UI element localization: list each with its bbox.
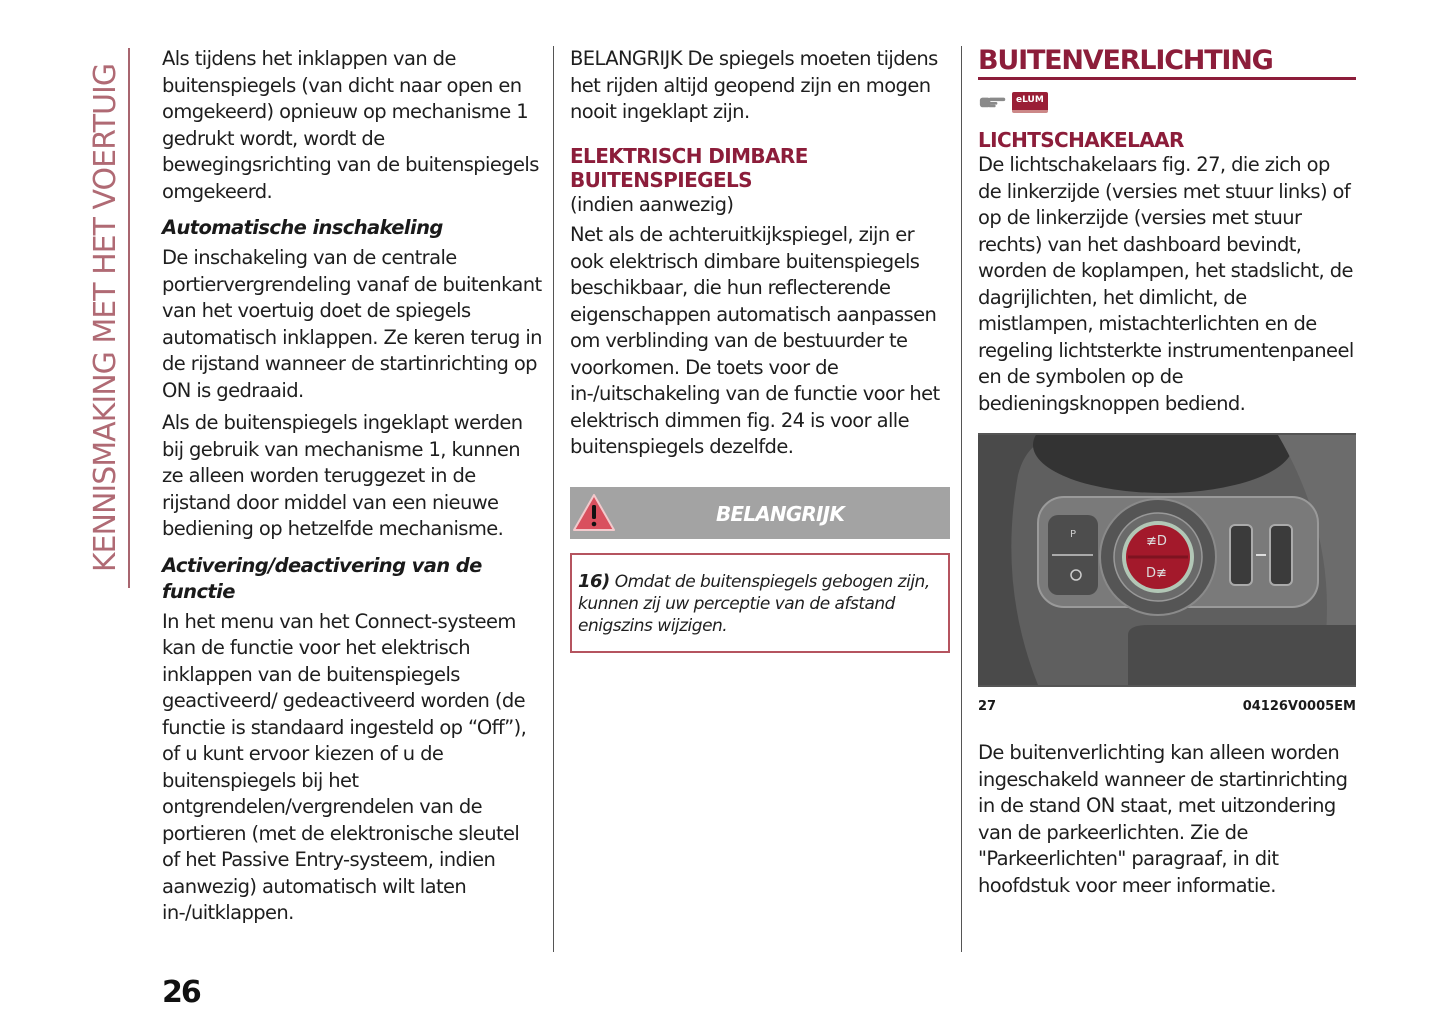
paragraph: De inschakeling van de centrale portiervergrendeling vanaf de buitenkant van het voertuig doet de spiegels automatisch inklappen. Ze keren terug in de rijstand wanneer de startinrichting op ON is gedraaid. <box>162 246 542 402</box>
column-1 <box>162 46 542 933</box>
svg-text:P: P <box>1070 529 1077 540</box>
column-divider <box>961 46 962 952</box>
chapter-title: KENNISMAKING MET HET VOERTUIG <box>88 63 123 573</box>
figure-number: 27 <box>978 699 997 714</box>
figure-light-switch-image <box>978 433 1356 687</box>
column-3 <box>978 46 1356 905</box>
note-number: 16) <box>578 570 610 592</box>
paragraph: Als de buitenspiegels ingeklapt werden bij gebruik van mechanisme 1, kunnen ze alleen worden teruggezet in de rijstand door middel van een nieuwe bediening op hetzelfde mechanisme. <box>162 411 523 540</box>
elum-book-icon: eLUM <box>1012 92 1048 113</box>
chapter-side-tab <box>84 48 130 588</box>
reference-icons <box>978 90 1356 114</box>
page-number: 26 <box>162 975 200 1010</box>
warning-note <box>570 553 950 653</box>
paragraph: BELANGRIJK De spiegels moeten tijdens het rijden altijd geopend zijn en mogen nooit ingeklapt zijn. <box>570 47 938 123</box>
paragraph: De lichtschakelaars fig. 27, die zich op de linkerzijde (versies met stuur links) of op de linkerzijde (versies met stuur rechts) van het dashboard bevindt, worden de koplampen, het stadslicht, de dagrijlichten, het dimlicht, de mistlampen, mistachterlichten en de regeling lichtsterkte instrumentenpaneel en de symbolen op de bedieningsknoppen bediend. <box>978 153 1354 415</box>
figure-code: 04126V0005EM <box>1242 699 1356 714</box>
subheading-automatic: Automatische inschakeling <box>162 216 443 239</box>
pointing-hand-icon <box>978 95 1008 109</box>
figure-caption <box>978 699 1356 714</box>
subheading-activation: Activering/deactivering van de functie <box>162 553 482 603</box>
note-text: Omdat de buitenspiegels gebogen zijn, kunnen zij uw perceptie van de afstand enigszins wijzigen. <box>578 571 930 636</box>
column-2 <box>570 46 950 653</box>
paragraph: De buitenverlichting kan alleen worden ingeschakeld wanneer de startinrichting in de stand ON staat, met uitzondering van de parkeerlichten. Zie de "Parkeerlichten" paragraaf, in dit hoofdstuk voor meer informatie. <box>978 741 1348 897</box>
section-title-buitenverlichting: BUITENVERLICHTING <box>978 46 1356 80</box>
paragraph: Net als de achteruitkijkspiegel, zijn er ook elektrisch dimbare buitenspiegels beschikbaar, die hun reflecterende eigenschappen automatisch aanpassen om verblinding van de bestuurder te voorkomen. De toets voor de in-/uitschakeling van de functie voor het elektrisch dimmen fig. 24 is voor alle buitenspiegels dezelfde. <box>570 223 940 458</box>
warning-title: BELANGRIJK <box>715 501 845 526</box>
section-heading-dimbare-spiegels: ELEKTRISCH DIMBARE BUITENSPIEGELS <box>570 143 808 192</box>
warning-banner <box>570 487 950 539</box>
svg-text:D≢: D≢ <box>1146 566 1167 581</box>
paragraph: Als tijdens het inklappen van de buitenspiegels (van dicht naar open en omgekeerd) opnieuw op mechanisme 1 gedrukt wordt, wordt de bewegingsrichting van de buitenspiegels omgekeerd. <box>162 47 539 203</box>
paragraph: In het menu van het Connect-systeem kan de functie voor het elektrisch inklappen van de buitenspiegels geactiveerd/ gedeactiveerd worden (de functie is standaard ingesteld op “Off”), of u kunt ervoor kiezen of u de buitenspiegels bij het ontgrendelen/vergrendelen van de portieren (met de elektronische sleutel of het Passive Entry-systeem, indien aanwezig) automatisch wilt laten in-/uitklappen. <box>162 609 527 924</box>
paragraph: (indien aanwezig) <box>570 192 734 216</box>
light-switch-illustration <box>978 435 1356 685</box>
subheading-lichtschakelaar: LICHTSCHAKELAAR <box>978 128 1184 152</box>
svg-text:≢D: ≢D <box>1146 534 1167 549</box>
column-divider <box>553 46 554 952</box>
